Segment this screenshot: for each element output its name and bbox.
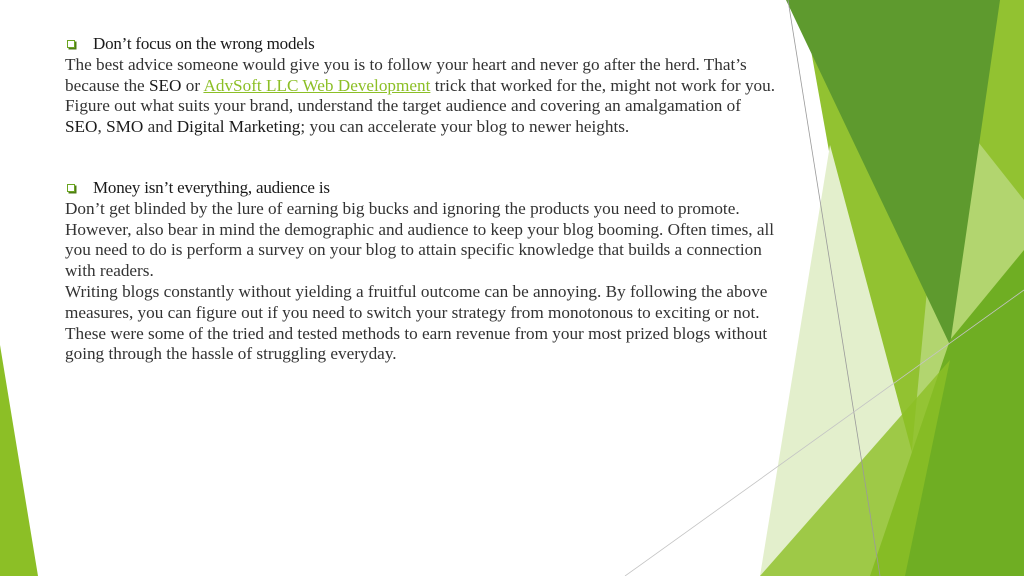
term-digital-marketing: Digital Marketing (176, 117, 301, 137)
checkbox-bullet-icon (67, 184, 75, 192)
text-segment: or (181, 75, 204, 95)
paragraph-blinded: Don’t get blinded by the lure of earning big bucks and ignoring the products you need to promote. However, also bear in mind the demographic and audience to keep your blog booming. Often times, all you need to do is perform a survey on your blog to attain specific knowledge that builds a connection with readers. (65, 198, 775, 281)
slide-content (65, 34, 777, 365)
heading-wrong-models (65, 34, 777, 55)
left-green-sliver (0, 345, 38, 576)
paragraph-best-advice (65, 55, 777, 138)
text-segment: and (143, 117, 177, 137)
text-segment: , (97, 117, 107, 137)
term-seo: SEO (148, 75, 182, 95)
term-seo: SEO (65, 117, 98, 137)
heading-money-audience-text: Money isn’t everything, audience is (93, 177, 330, 197)
advsoft-link[interactable]: AdvSoft LLC Web Development (203, 75, 431, 95)
text-segment: ; you can accelerate your blog to newer heights. (300, 117, 630, 137)
text-segment: trick that worked for the, might not work for you. Figure out what suits your brand, understand the target audience and covering an amalgamation of (65, 75, 776, 116)
heading-wrong-models-text: Don’t focus on the wrong models (93, 34, 315, 53)
paragraph-writing-blogs: Writing blogs constantly without yielding a fruitful outcome can be annoying. By following the above measures, you can figure out if you need to switch your strategy from monotonous to exciting or not. These were some of the tried and tested methods to earn revenue from your most prized blogs without going through the hassle of struggling everyday. (65, 281, 768, 364)
heading-money-audience (65, 178, 777, 199)
checkbox-bullet-icon (67, 40, 75, 48)
text-segment: The best advice someone would give you is to follow your heart and never go after the herd. That’s because the (65, 54, 747, 95)
term-smo: SMO (106, 117, 144, 137)
